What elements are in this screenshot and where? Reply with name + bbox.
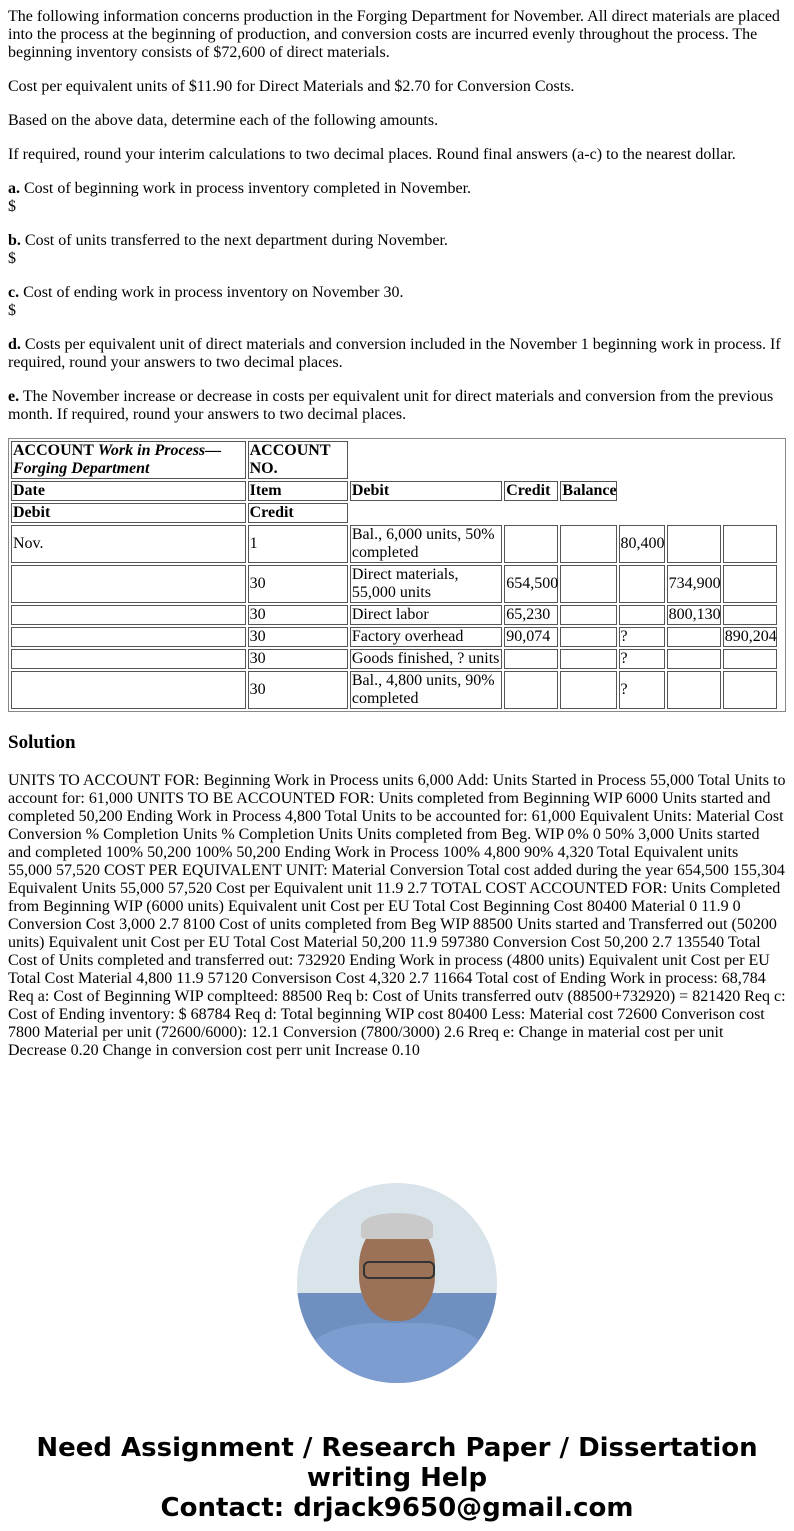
table-cell (11, 605, 246, 625)
table-row (11, 525, 783, 563)
table-cell: 80,400 (619, 525, 665, 563)
table-row (11, 605, 783, 625)
table-cell (560, 671, 616, 709)
question-b: b. Cost of units transferred to the next department during November. $ (8, 232, 448, 267)
table-cell (11, 649, 246, 669)
table-cell (11, 627, 246, 647)
intro-paragraph: The following information concerns production in the Forging Department for November. All direct materials are placed into the process at the beginning of production, and conversion costs are incurred evenly throughout the process. The beginning inventory consists of $72,600 of direct materials. (8, 8, 780, 61)
table-cell: 30 (248, 565, 348, 603)
table-cell (619, 605, 665, 625)
table-cell: ? (619, 627, 665, 647)
table-cell (560, 565, 616, 603)
table-cell: Goods finished, ? units (350, 649, 502, 669)
table-cell (723, 565, 777, 603)
answer-field[interactable]: $ (8, 198, 16, 215)
table-cell: 890,204 (724, 628, 777, 645)
instruction: Based on the above data, determine each of the following amounts. (8, 112, 439, 129)
author-photo (297, 1183, 497, 1383)
table-cell (560, 525, 616, 563)
question-c: c. Cost of ending work in process inventory on November 30. $ (8, 284, 404, 319)
table-cell (560, 627, 616, 647)
table-cell (667, 627, 721, 647)
table-cell (504, 671, 558, 709)
rounding-note: If required, round your interim calculations to two decimal places. Round final answers (a-c) to the nearest dollar. (8, 146, 736, 163)
table-row (11, 565, 783, 603)
cost-line: Cost per equivalent units of $11.90 for Direct Materials and $2.70 for Conversion Costs. (8, 78, 575, 95)
table-cell: Direct materials, 55,000 units (350, 565, 502, 603)
table-cell (723, 649, 777, 669)
table-cell: 1 (248, 525, 348, 563)
header-balance: Balance (562, 482, 617, 499)
account-title-cell: ACCOUNT Work in Process—Forging Department (11, 441, 246, 479)
table-cell (11, 565, 246, 603)
table-cell: 800,130 (668, 606, 721, 623)
table-cell: 30 (248, 605, 348, 625)
table-row (11, 671, 783, 709)
table-cell (723, 671, 777, 709)
table-cell (504, 649, 558, 669)
table-cell (667, 525, 721, 563)
table-cell (504, 525, 558, 563)
header-date: Date (11, 481, 246, 501)
table-cell (11, 671, 246, 709)
table-cell (667, 649, 721, 669)
header-debit: Debit (350, 481, 502, 501)
header-credit: Credit (504, 481, 558, 501)
footer-banner (8, 1433, 786, 1523)
table-cell (667, 671, 721, 709)
table-cell (560, 649, 616, 669)
header-item: Item (248, 481, 348, 501)
table-cell: 65,230 (504, 605, 558, 625)
table-cell: Direct labor (350, 605, 502, 625)
table-cell: 90,074 (504, 627, 558, 647)
table-row (11, 649, 783, 669)
account-no-cell: ACCOUNT NO. (248, 441, 348, 479)
table-cell: 734,900 (667, 565, 721, 603)
answer-field[interactable]: $ (8, 250, 16, 267)
subheader-credit: Credit (248, 503, 348, 523)
table-cell (723, 605, 777, 625)
question-a: a. Cost of beginning work in process inventory completed in November. $ (8, 180, 472, 215)
answer-field[interactable]: $ (8, 302, 16, 319)
table-cell: Bal., 6,000 units, 50% completed (350, 525, 502, 563)
table-cell: ? (619, 649, 665, 669)
table-cell: 654,500 (504, 565, 558, 603)
table-cell: 30 (248, 671, 348, 709)
footer-line-1: Need Assignment / Research Paper / Dissertation writing Help (36, 1433, 758, 1493)
table-cell: ? (619, 671, 665, 709)
table-cell (619, 565, 665, 603)
solution-text: UNITS TO ACCOUNT FOR: Beginning Work in Process units 6,000 Add: Units Started in Process 55,000 Total Units to account for: 61,000 UNITS TO BE ACCOUNTED FOR: Units completed from Beginning WIP 6000 Units started and completed 50,200 Ending Work in Process 4,800 Total Units to be accounted for: 61,000 Equivalent Units: Material Cost Conversion % Completion Units % Completion Units Units completed from Beg. WIP 0% 0 50% 3,000 Units started and completed 100% 50,200 100% 50,200 Ending Work in Process 100% 4,800 90% 4,320 Total Equivalent units 55,000 57,520 COST PER EQUIVALENT UNIT: Material Conversion Total cost added during the year 654,500 155,304 Equivalent Units 55,000 57,520 Cost per Equivalent unit 11.9 2.7 TOTAL COST ACCOUNTED FOR: Units Completed from Beginning WIP (6000 units) Equivalent unit Cost per EU Total Cost Beginning Cost 80400 Material 0 11.9 0 Conversion Cost 3,000 2.7 8100 Cost of units completed from Beg WIP 88500 Units started and Transferred out (50200 units) Equivalent unit Cost per EU Total Cost Material 50,200 11.9 597380 Conversion Cost 50,200 2.7 135540 Total Cost of Units completed and transferred out: 732920 Ending Work in process (4800 units) Equivalent unit Cost per EU Total Cost Material 4,800 11.9 57120 Conversison Cost 4,320 2.7 11664 Total cost of Ending Work in process: 68,784 Req a: Cost of Beginning WIP complteed: 88500 Req b: Cost of Units transferred outv (88500+732920) = 821420 Req c: Cost of Ending inventory: $ 68784 Req d: Total beginning WIP cost 80400 Less: Material cost 72600 Converison cost 7800 Material per unit (72600/6000): 12.1 Conversion (7800/3000) 2.6 Rreq e: Change in material cost per unit Decrease 0.20 Change in conversion cost perr unit Increase 0.10 (8, 772, 786, 1059)
table-cell: 30 (248, 627, 348, 647)
table-row (11, 627, 783, 647)
table-cell (560, 605, 616, 625)
table-cell (723, 525, 777, 563)
table-cell: Factory overhead (350, 627, 502, 647)
footer-contact: Contact: drjack9650@gmail.com (160, 1493, 634, 1523)
question-e: e. The November increase or decrease in costs per equivalent unit for direct materials and conversion from the previous month. If required, round your answers to two decimal places. (8, 388, 774, 423)
table-cell: Nov. (11, 525, 246, 563)
question-d: d. Costs per equivalent unit of direct materials and conversion included in the November 1 beginning work in process. If required, round your answers to two decimal places. (8, 336, 781, 371)
table-cell: Bal., 4,800 units, 90% completed (350, 671, 502, 709)
subheader-debit: Debit (11, 503, 246, 523)
table-cell: 30 (248, 649, 348, 669)
solution-heading: Solution (8, 732, 76, 753)
account-table (8, 438, 786, 712)
